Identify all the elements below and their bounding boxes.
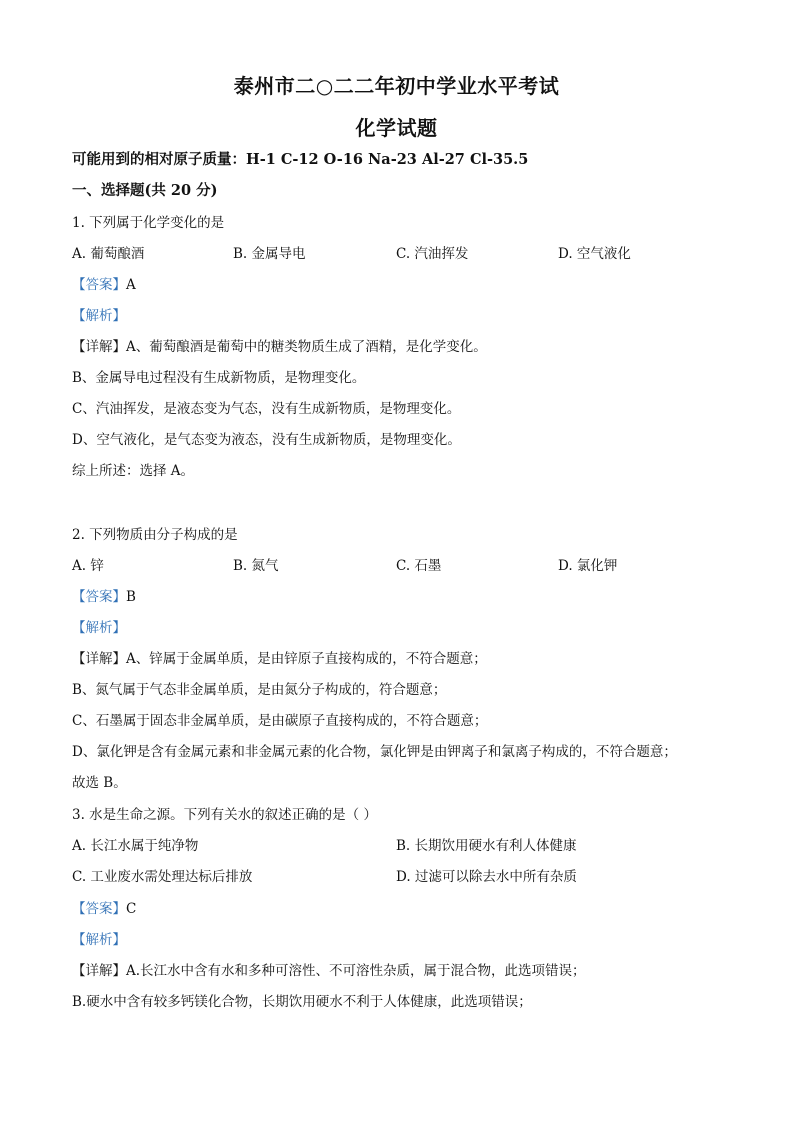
- question-2-option-a: A. 锌: [72, 558, 104, 574]
- section-heading: 一、选择题(共 20 分): [72, 182, 218, 199]
- answer-tag: 【答案】: [72, 277, 126, 293]
- answer-value: C: [126, 901, 137, 917]
- question-1-answer: [72, 276, 136, 294]
- detail-text: A、葡萄酿酒是葡萄中的糖类物质生成了酒精，是化学变化。: [126, 339, 487, 355]
- detail-text: A、锌属于金属单质，是由锌原子直接构成的，不符合题意；: [126, 651, 487, 667]
- question-2-stem: 2. 下列物质由分子构成的是: [72, 527, 238, 543]
- detail-tag: 【详解】: [72, 651, 126, 667]
- question-3-analysis-tag: 【解析】: [72, 932, 126, 948]
- question-2-detail-3: C、石墨属于固态非金属单质，是由碳原子直接构成的，不符合题意；: [72, 713, 488, 729]
- question-1-option-d: D. 空气液化: [558, 246, 631, 262]
- atomic-masses-line: 可能用到的相对原子质量：H-1 C-12 O-16 Na-23 Al-27 Cl-35.5: [72, 151, 529, 168]
- question-3-option-d: D. 过滤可以除去水中所有杂质: [396, 869, 577, 885]
- question-1-stem: 1. 下列属于化学变化的是: [72, 215, 225, 231]
- detail-tag: 【详解】: [72, 963, 126, 979]
- question-3-answer: [72, 900, 136, 918]
- detail-text: A.长江水中含有水和多种可溶性、不可溶性杂质，属于混合物，此选项错误；: [126, 963, 586, 979]
- question-2-conclusion: 故选 B。: [72, 775, 127, 791]
- answer-tag: 【答案】: [72, 901, 126, 917]
- answer-value: B: [126, 589, 136, 605]
- question-1-detail-1: [72, 338, 487, 356]
- question-3-option-c: C. 工业废水需处理达标后排放: [72, 869, 253, 885]
- question-2-detail-4: D、氯化钾是含有金属元素和非金属元素的化合物，氯化钾是由钾离子和氯离子构成的，不符合题意；: [72, 744, 677, 760]
- question-1-option-b: B. 金属导电: [233, 246, 306, 262]
- question-1-option-a: A. 葡萄酿酒: [72, 246, 145, 262]
- question-1-detail-4: D、空气液化，是气态变为液态，没有生成新物质，是物理变化。: [72, 432, 461, 448]
- question-1-analysis-tag: 【解析】: [72, 308, 126, 324]
- question-3-option-a: A. 长江水属于纯净物: [72, 838, 199, 854]
- detail-tag: 【详解】: [72, 339, 126, 355]
- question-1-conclusion: 综上所述：选择 A。: [72, 463, 195, 479]
- question-2-option-d: D. 氯化钾: [558, 558, 618, 574]
- question-2-answer: [72, 588, 136, 606]
- question-1-detail-3: C、汽油挥发，是液态变为气态，没有生成新物质，是物理变化。: [72, 401, 461, 417]
- question-3-detail-2: B.硬水中含有较多钙镁化合物，长期饮用硬水不利于人体健康，此选项错误；: [72, 994, 532, 1010]
- question-2-detail-1: [72, 650, 487, 668]
- exam-subtitle: 化学试题: [355, 116, 438, 140]
- question-2-option-c: C. 石墨: [396, 558, 442, 574]
- question-3-option-b: B. 长期饮用硬水有利人体健康: [396, 838, 577, 854]
- question-2-detail-2: B、氮气属于气态非金属单质，是由氮分子构成的，符合题意；: [72, 682, 447, 698]
- question-3-stem: 3. 水是生命之源。下列有关水的叙述正确的是（ ）: [72, 807, 377, 823]
- answer-tag: 【答案】: [72, 589, 126, 605]
- question-2-option-b: B. 氮气: [233, 558, 279, 574]
- question-1-detail-2: B、金属导电过程没有生成新物质，是物理变化。: [72, 370, 366, 386]
- question-1-option-c: C. 汽油挥发: [396, 246, 469, 262]
- question-3-detail-1: [72, 962, 586, 980]
- exam-title: 泰州市二○二二年初中学业水平考试: [233, 74, 560, 98]
- question-2-analysis-tag: 【解析】: [72, 620, 126, 636]
- answer-value: A: [126, 277, 136, 293]
